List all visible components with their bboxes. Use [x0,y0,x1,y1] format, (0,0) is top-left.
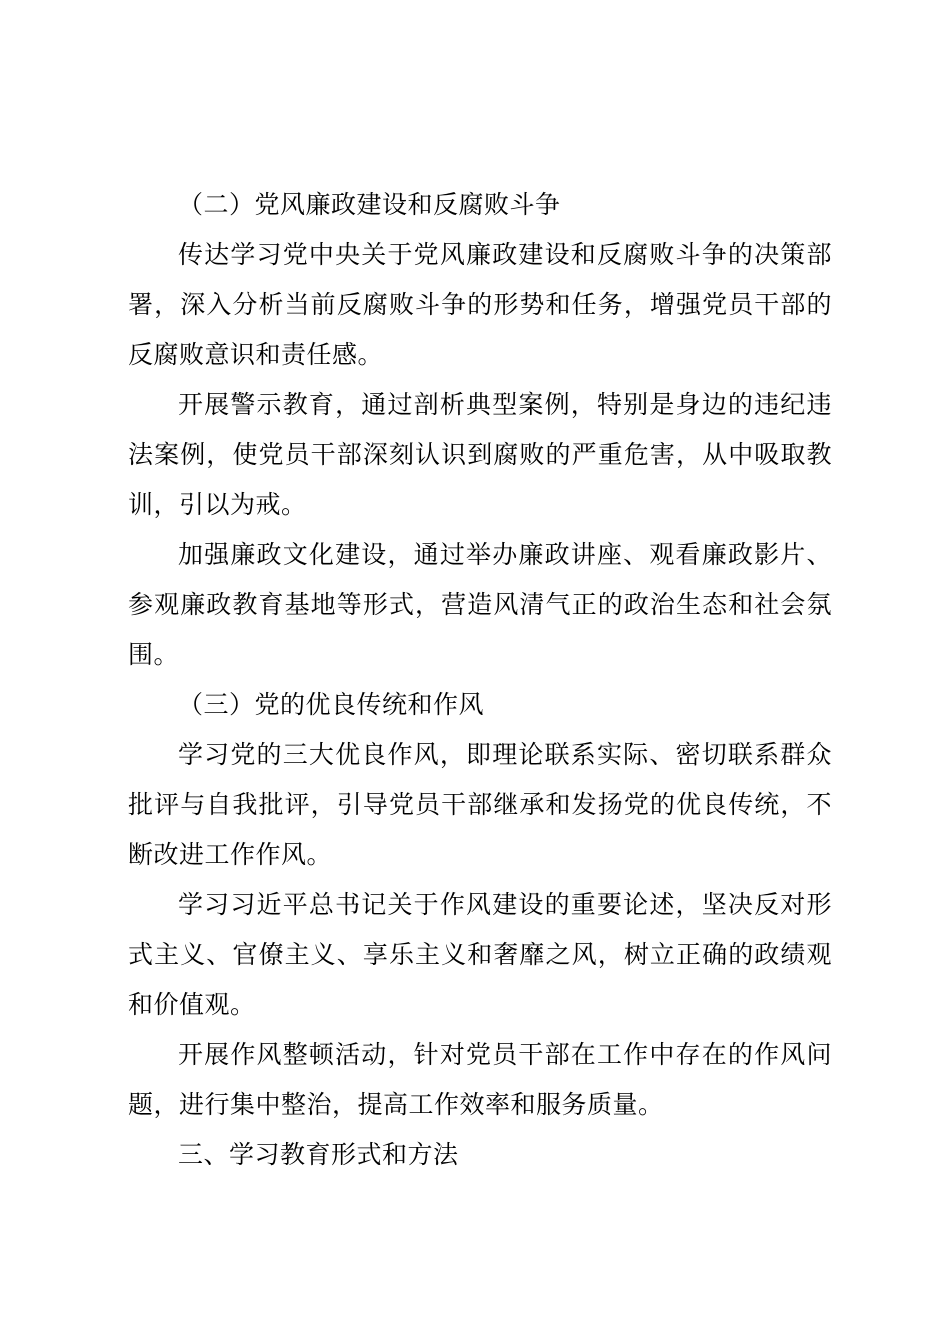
paragraph: 学习党的三大优良作风，即理论联系实际、密切联系群众批评与自我批评，引导党员干部继承和发扬党的优良传统，不断改进工作作风。 [128,740,832,869]
paragraph: 开展作风整顿活动，针对党员干部在工作中存在的作风问题，进行集中整治，提高工作效率和服务质量。 [128,1040,832,1119]
section-heading-3: （三）党的优良传统和作风 [178,690,485,719]
document-body [128,180,832,1180]
chapter-heading: 三、学习教育形式和方法 [178,1140,459,1169]
section-heading-2: （二）党风廉政建设和反腐败斗争 [178,190,561,219]
paragraph: 学习习近平总书记关于作风建设的重要论述，坚决反对形式主义、官僚主义、享乐主义和奢靡之风，树立正确的政绩观和价值观。 [128,890,832,1019]
paragraph: 开展警示教育，通过剖析典型案例，特别是身边的违纪违法案例，使党员干部深刻认识到腐败的严重危害，从中吸取教训，引以为戒。 [128,390,832,519]
paragraph: 传达学习党中央关于党风廉政建设和反腐败斗争的决策部署，深入分析当前反腐败斗争的形势和任务，增强党员干部的反腐败意识和责任感。 [128,240,832,369]
paragraph: 加强廉政文化建设，通过举办廉政讲座、观看廉政影片、参观廉政教育基地等形式，营造风清气正的政治生态和社会氛围。 [128,540,832,669]
